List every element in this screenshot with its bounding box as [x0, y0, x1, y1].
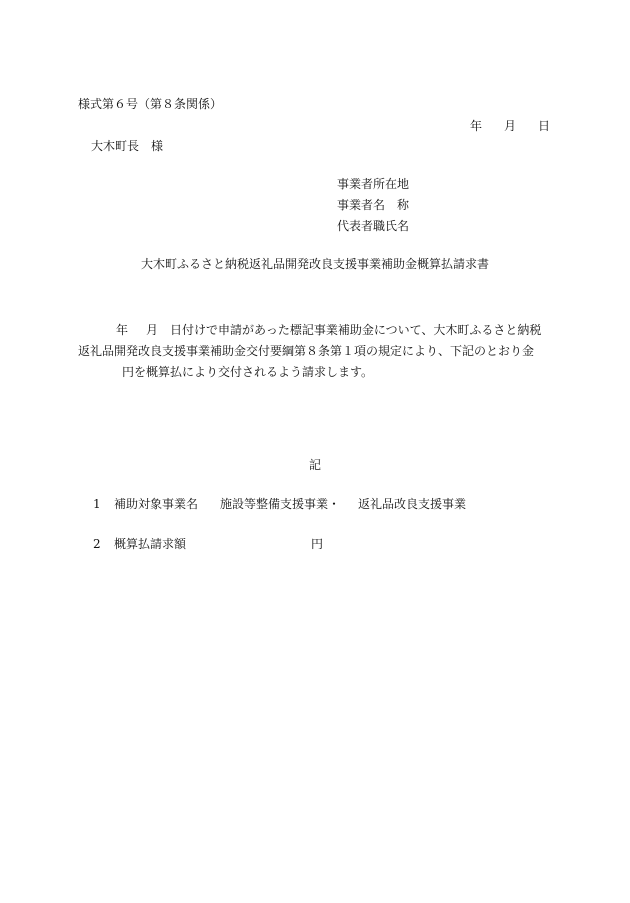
item-1-number: 1 — [93, 497, 101, 511]
body-text-2: を概算払により交付されるよう請求します。 — [134, 365, 374, 379]
addressee-name: 大木町長 — [91, 139, 140, 153]
form-number: 様式第６号（第８条関係） — [78, 97, 223, 111]
body-text-1: 日付けで申請があった標記事業補助金について、大木町ふるさと納税返礼品開発改良支援事業補助金交付要綱第８条第１項の規定により、下記のとおり金 — [78, 323, 542, 358]
date-day: 日 — [537, 119, 550, 133]
applicant-block — [337, 178, 409, 241]
item-2 — [93, 538, 323, 550]
date-year: 年 — [469, 119, 482, 133]
addressee — [91, 140, 163, 152]
addressee-honorific: 様 — [151, 139, 164, 153]
date-line — [470, 120, 550, 132]
item-1-option-2: 返礼品改良支援事業 — [358, 497, 467, 511]
ki-heading: 記 — [308, 458, 321, 472]
body-yen: 円 — [122, 365, 135, 379]
item-2-label: 概算払請求額 — [114, 537, 187, 551]
applicant-name-label: 事業者名 称 — [337, 198, 410, 212]
body-month: 月 — [146, 323, 159, 337]
document-title: 大木町ふるさと納税返礼品開発改良支援事業補助金概算払請求書 — [140, 257, 489, 271]
applicant-representative-label: 代表者職氏名 — [337, 219, 410, 233]
item-1-label: 補助対象事業名 — [114, 497, 199, 511]
item-1 — [93, 498, 466, 510]
applicant-address-label: 事業者所在地 — [337, 177, 410, 191]
item-1-option-1: 施設等整備支援事業 — [220, 497, 329, 511]
item-1-separator: ・ — [328, 497, 341, 511]
item-2-number: 2 — [93, 537, 101, 551]
request-body — [78, 320, 550, 383]
item-2-unit: 円 — [311, 537, 324, 551]
body-year: 年 — [116, 323, 129, 337]
date-month: 月 — [503, 119, 516, 133]
